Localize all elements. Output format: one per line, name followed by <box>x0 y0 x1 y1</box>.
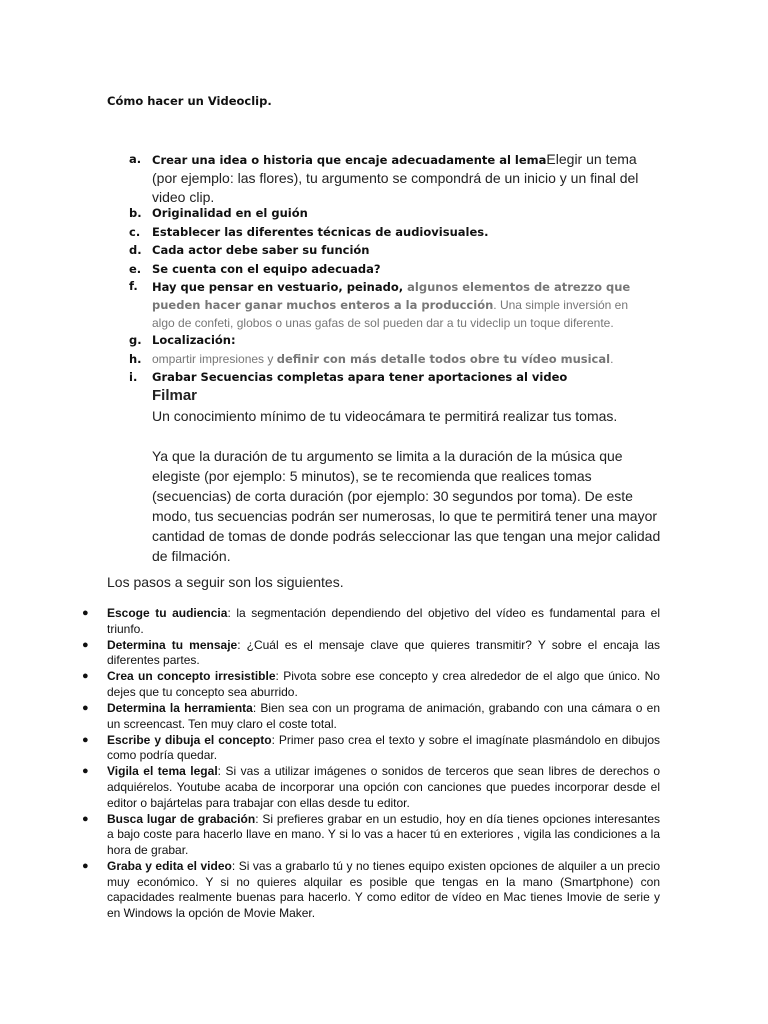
step-title: Vigila el tema legal <box>107 764 218 779</box>
step-title: Escribe y dibuja el concepto <box>107 732 272 747</box>
list-item-gray: ompartir impresiones y <box>152 351 277 366</box>
list-item-bold: Localización: <box>152 333 236 347</box>
list-item <box>107 331 647 350</box>
list-item-bold: Originalidad en el guión <box>152 206 308 220</box>
step-item <box>82 811 660 859</box>
step-text: : Si vas a grabarlo tú y no tienes equipo existen opciones de alquiler a un precio muy económico. Y si no quieres alquilar es posible que tengas en la mano (Smartphone) con capacidades realmente buenas para hacerlo. Y como editor de vídeo en Mac tienes Imovie de serie y en Windows la opción de Movie Maker. <box>107 859 660 920</box>
step-text: : Si prefieres grabar en un estudio, hoy en día tienes opciones interesantes a bajo coste para hacerlo llave en mano. Y si lo vas a hacer tú en exteriores , vigila las condiciones a la hora de grabar. <box>107 811 660 857</box>
step-title: Busca lugar de grabación <box>107 811 256 826</box>
list-item-bold: Establecer las diferentes técnicas de audiovisuales. <box>152 224 489 239</box>
list-item <box>107 260 647 279</box>
list-letter: b. <box>129 206 142 220</box>
list-item <box>107 150 647 204</box>
bullet-dot-icon: ● <box>82 860 89 872</box>
list-item-gray: . Una simple inversión en algo de confeti, globos o unas gafas de sol pueden dar a tu videclip un toque diferente. <box>152 298 629 330</box>
bullet-dot-icon: ● <box>82 670 89 683</box>
list-item <box>107 278 647 331</box>
step-text: : Si vas a utilizar imágenes o sonidos de terceros que sean libres de derechos o adquiérelos. Youtube acaba de incorporar una opción con canciones que puedes incorporar desde el editor o bajártelas para trabajar con ellas desde tu editor. <box>107 764 660 810</box>
step-item <box>82 859 660 921</box>
step-title: Escoge tu audiencia <box>107 606 228 620</box>
list-item-text: Elegir un tema (por ejemplo: las flores), tu argumento se compondrá de un inicio y un final del video clip. <box>152 151 639 205</box>
step-title: Determina tu mensaje <box>107 637 238 652</box>
bullet-dot-icon: ● <box>82 638 89 651</box>
step-title: Crea un concepto irresistible <box>107 669 276 684</box>
list-letter: i. <box>129 370 138 384</box>
document-title: Cómo hacer un Videoclip. <box>107 94 272 108</box>
steps-intro: Los pasos a seguir son los siguientes. <box>107 574 344 590</box>
list-item <box>107 223 647 242</box>
step-item <box>82 637 660 669</box>
step-text: : Primer paso crea el texto y sobre el imagínate plasmándolo en dibujos como podría quedar. <box>107 732 661 763</box>
filmar-paragraph-1: Un conocimiento mínimo de tu videocámara te permitirá realizar tus tomas. <box>152 408 618 424</box>
bullet-dot-icon: ● <box>82 765 89 778</box>
filmar-heading: Filmar <box>152 387 198 404</box>
step-text: : ¿Cuál es el mensaje clave que quieres transmitir? Y sobre el encaja las diferentes partes. <box>107 637 660 668</box>
list-item-bold: Crear una idea o historia que encaje adecuadamente al lema <box>152 153 547 167</box>
list-item-gray-end: . <box>610 351 614 366</box>
list-item-gray-bold: definir con más detalle todos obre tu vídeo musical <box>276 351 611 366</box>
list-item-bold: Hay que pensar en vestuario, peinado, <box>152 280 408 294</box>
filmar-section <box>152 386 672 566</box>
list-item-bold: Cada actor debe saber su función <box>152 243 370 257</box>
list-letter: e. <box>129 261 142 276</box>
list-letter: d. <box>129 243 142 257</box>
filmar-paragraph-2: Ya que la duración de tu argumento se limita a la duración de la música que elegiste (por ejemplo: 5 minutos), se te recomienda que realices tomas (secuencias) de corta duración (por ejemplo: 30 segundos por toma). De este modo, tus secuencias podrán ser numerosas, lo que te permitirá tener una mayor cantidad de tomas de donde podrás seleccionar las que tengan una mejor calidad de filmación. <box>152 448 661 564</box>
list-item <box>107 350 647 369</box>
step-item <box>82 669 660 700</box>
step-item <box>82 764 660 811</box>
step-title: Determina la herramienta <box>107 701 253 716</box>
list-item <box>107 241 647 260</box>
list-letter: f. <box>129 279 138 293</box>
list-item-gray-bold: algunos elementos de atrezzo que pueden hacer ganar muchos enteros a la producción <box>152 280 631 312</box>
step-text: : Bien sea con un programa de animación, grabando con una cámara o en un screencast. Ten muy claro el coste total. <box>107 701 660 731</box>
list-letter: g. <box>129 333 142 347</box>
step-title: Graba y edita el video <box>107 859 232 873</box>
list-item-bold: Grabar Secuencias completas apara tener aportaciones al video <box>152 370 568 384</box>
steps-list <box>82 606 661 922</box>
step-item <box>82 732 661 764</box>
bullet-dot-icon: ● <box>82 812 89 825</box>
step-item <box>82 606 660 637</box>
list-letter: c. <box>129 224 141 239</box>
bullet-dot-icon: ● <box>82 607 89 619</box>
step-text: : la segmentación dependiendo del objetivo del vídeo es fundamental para el triunfo. <box>107 606 660 636</box>
step-text: : Pivota sobre ese concepto y crea alrededor de el algo que único. No dejes que tu concepto sea aburrido. <box>107 669 660 699</box>
list-item-bold: Se cuenta con el equipo adecuada? <box>152 261 381 276</box>
list-letter: h. <box>129 351 142 366</box>
list-letter: a. <box>129 152 142 166</box>
bullet-dot-icon: ● <box>82 702 89 715</box>
step-item <box>82 701 660 732</box>
list-item <box>107 204 647 223</box>
list-item <box>107 368 647 387</box>
lettered-list <box>107 150 647 387</box>
bullet-dot-icon: ● <box>82 733 89 746</box>
